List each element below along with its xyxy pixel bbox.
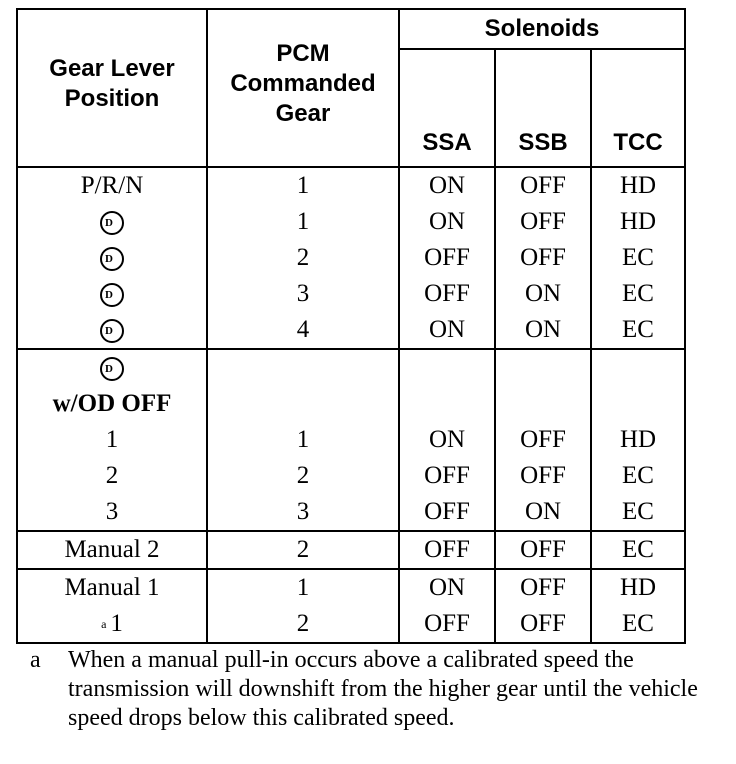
group-manual-2 (17, 531, 685, 569)
gear-cell: 1 (207, 422, 399, 458)
footnote-text: When a manual pull-in occurs above a calibrated speed the transmission will downshift from the higher gear until the vehicle speed drops below this calibrated speed. (68, 647, 698, 731)
circled-d-icon (100, 247, 124, 271)
header-tcc: TCC (613, 129, 663, 156)
header-gear-lever-line2: Position (64, 85, 160, 112)
circled-d-icon (100, 319, 124, 343)
header-pcm-line3: Gear (275, 100, 331, 127)
lever-cell (17, 312, 207, 349)
tcc-cell: HD (619, 172, 657, 199)
header-pcm-line1: PCM (276, 40, 330, 67)
ssb-cell: OFF (495, 167, 591, 204)
header-pcm-commanded-gear (207, 9, 399, 167)
group-od-off (17, 349, 685, 531)
tcc-cell: EC (622, 610, 654, 637)
lever-cell: Manual 2 (17, 531, 207, 569)
tcc-cell: EC (622, 244, 654, 271)
ssa-cell: ON (399, 569, 495, 606)
ssa-cell: OFF (399, 240, 495, 276)
ssa-cell: ON (399, 422, 495, 458)
ssb-cell: OFF (495, 569, 591, 606)
circled-d-letter: D (105, 253, 113, 266)
circled-d-letter: D (105, 325, 113, 338)
ssa-cell: ON (399, 204, 495, 240)
ssb-cell: OFF (495, 531, 591, 569)
gear-cell: 2 (207, 458, 399, 494)
tcc-cell: EC (622, 498, 654, 525)
lever-cell: P/R/N (17, 167, 207, 204)
circled-d-icon (100, 357, 124, 381)
ssb-cell: OFF (495, 422, 591, 458)
gear-cell: 3 (207, 276, 399, 312)
table-row (17, 569, 685, 606)
circled-d-letter: D (105, 217, 113, 230)
ssa-cell: OFF (399, 494, 495, 531)
ssa-cell: OFF (399, 606, 495, 643)
ssb-cell: ON (495, 276, 591, 312)
lever-cell (17, 606, 207, 643)
table-row (17, 349, 685, 386)
table-row (17, 494, 685, 531)
lever-cell (17, 240, 207, 276)
gear-cell: 1 (207, 167, 399, 204)
ssb-cell: OFF (495, 204, 591, 240)
gear-cell: 2 (207, 531, 399, 569)
ssa-cell: OFF (399, 458, 495, 494)
header-solenoids: Solenoids (399, 9, 685, 49)
footnote-mark: a (30, 647, 41, 673)
tcc-cell: EC (622, 462, 654, 489)
circled-d-letter: D (105, 363, 113, 376)
ssb-cell: OFF (495, 240, 591, 276)
ssb-cell: OFF (495, 458, 591, 494)
table-row (17, 606, 685, 643)
gear-cell: 3 (207, 494, 399, 531)
lever-value: 1 (110, 610, 123, 637)
footnote (20, 646, 720, 733)
lever-cell: Manual 1 (17, 569, 207, 606)
ssa-cell: ON (399, 312, 495, 349)
header-gear-lever-position (17, 9, 207, 167)
tcc-cell: HD (619, 574, 657, 601)
tcc-cell: EC (622, 536, 654, 563)
footnote-marker: a (101, 617, 107, 631)
circled-d-letter: D (105, 289, 113, 302)
table-row (17, 531, 685, 569)
lever-cell: 2 (17, 458, 207, 494)
ssa-cell: ON (399, 167, 495, 204)
ssa-cell: OFF (399, 276, 495, 312)
group-manual-1 (17, 569, 685, 643)
lever-cell (17, 204, 207, 240)
lever-cell (17, 276, 207, 312)
lever-cell: 1 (17, 422, 207, 458)
table-row (17, 276, 685, 312)
group-drive (17, 167, 685, 349)
gear-cell: 1 (207, 569, 399, 606)
gear-cell: 2 (207, 606, 399, 643)
circled-d-icon (100, 211, 124, 235)
gear-cell: 4 (207, 312, 399, 349)
table-row (17, 422, 685, 458)
tcc-cell: HD (619, 426, 657, 453)
lever-cell (17, 349, 207, 386)
header-gear-lever-line1: Gear Lever (49, 55, 175, 82)
ssb-cell: ON (495, 312, 591, 349)
lever-cell: 3 (17, 494, 207, 531)
circled-d-icon (100, 283, 124, 307)
gear-cell: 1 (207, 204, 399, 240)
ssa-cell: OFF (399, 531, 495, 569)
od-off-label: w/OD OFF (17, 386, 207, 422)
table-row (17, 204, 685, 240)
table-row (17, 458, 685, 494)
table-row (17, 386, 685, 422)
header-ssa: SSA (399, 49, 495, 167)
table-row (17, 240, 685, 276)
table-row (17, 312, 685, 349)
ssb-cell: ON (495, 494, 591, 531)
gear-cell: 2 (207, 240, 399, 276)
ssb-cell: OFF (495, 606, 591, 643)
tcc-cell: HD (619, 208, 657, 235)
tcc-cell: EC (622, 280, 654, 307)
table-row (17, 167, 685, 204)
tcc-cell: EC (622, 316, 654, 343)
header-ssb: SSB (495, 49, 591, 167)
solenoid-table (16, 8, 686, 644)
header-pcm-line2: Commanded (230, 70, 376, 97)
